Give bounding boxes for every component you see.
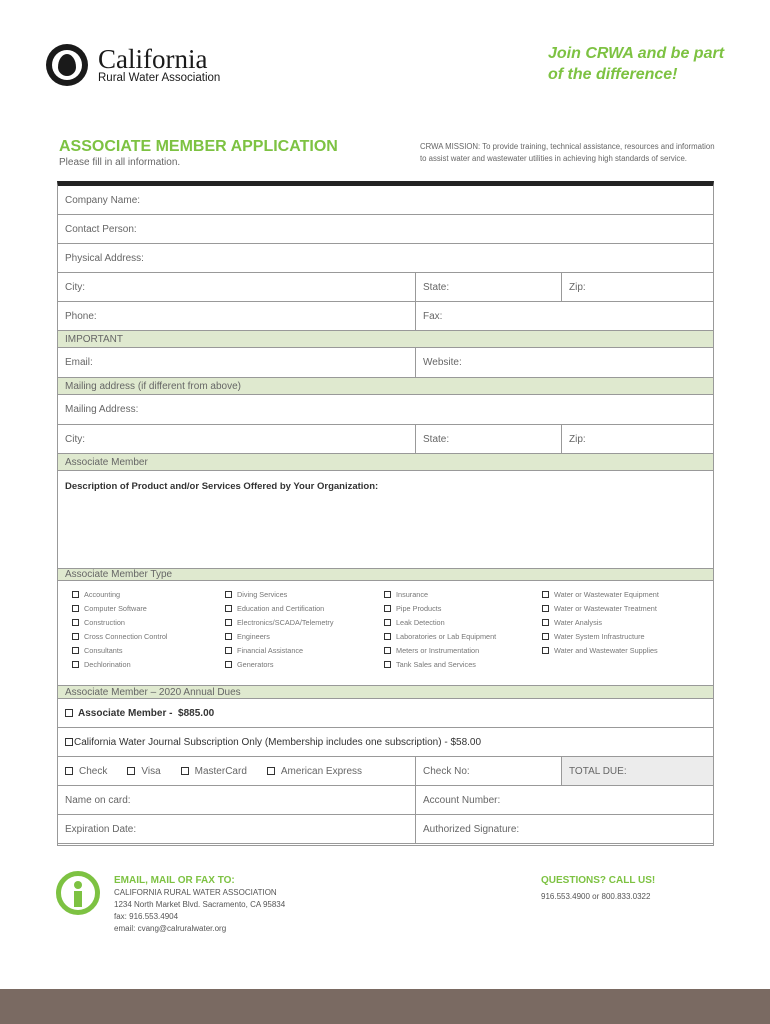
physical-address-field[interactable]: Physical Address: — [65, 252, 144, 264]
mailing-address-field[interactable]: Mailing Address: — [65, 404, 139, 415]
account-number-field[interactable]: Account Number: — [415, 786, 713, 814]
check-no-field[interactable]: Check No: — [415, 757, 561, 785]
type-column-1 — [72, 587, 168, 671]
checkbox-icon — [225, 591, 232, 598]
contact-address: 1234 North Market Blvd. Sacramento, CA 95834 — [114, 900, 286, 909]
phone-fax-row — [58, 302, 713, 331]
payment-row — [58, 757, 713, 786]
checkbox-icon — [384, 647, 391, 654]
associate-member-option[interactable]: Associate Member - $885.00 — [58, 699, 214, 727]
card-name-row — [58, 786, 713, 815]
page-subtitle: Please fill in all information. — [59, 157, 181, 168]
physical-address-row — [58, 244, 713, 273]
type-accounting[interactable]: Accounting — [72, 587, 168, 601]
mailing-city-row — [58, 425, 713, 454]
footer-bar — [0, 989, 770, 1024]
checkbox-icon — [542, 619, 549, 626]
checkbox-icon — [72, 619, 79, 626]
journal-subscription-row — [58, 728, 713, 757]
city-state-zip-row — [58, 273, 713, 302]
type-cross-connection[interactable]: Cross Connection Control — [72, 629, 168, 643]
name-on-card-field[interactable]: Name on card: — [65, 794, 131, 806]
checkbox-icon — [72, 647, 79, 654]
contact-details — [114, 887, 285, 935]
checkbox-icon — [225, 633, 232, 640]
pay-amex-option[interactable]: American Express — [267, 766, 362, 777]
questions-phones: 916.553.4900 or 800.833.0322 — [541, 892, 651, 901]
type-leak-detection[interactable]: Leak Detection — [384, 615, 496, 629]
type-construction[interactable]: Construction — [72, 615, 168, 629]
checkbox-icon — [65, 709, 73, 717]
type-computer-software[interactable]: Computer Software — [72, 601, 168, 615]
type-pipe-products[interactable]: Pipe Products — [384, 601, 496, 615]
type-insurance[interactable]: Insurance — [384, 587, 496, 601]
contact-email[interactable]: email: cvang@calruralwater.org — [114, 924, 227, 933]
type-water-treatment[interactable]: Water or Wastewater Treatment — [542, 601, 659, 615]
contact-heading: EMAIL, MAIL OR FAX TO: — [114, 875, 235, 886]
city-field[interactable]: City: — [65, 281, 85, 293]
checkbox-icon — [384, 619, 391, 626]
checkbox-icon — [225, 647, 232, 654]
type-water-equipment[interactable]: Water or Wastewater Equipment — [542, 587, 659, 601]
questions-heading: QUESTIONS? CALL US! — [541, 875, 656, 886]
pay-visa-option[interactable]: Visa — [127, 766, 160, 777]
state-field[interactable]: State: — [415, 273, 561, 301]
type-meters[interactable]: Meters or Instrumentation — [384, 643, 496, 657]
checkbox-icon — [384, 661, 391, 668]
description-area[interactable] — [58, 475, 713, 569]
mail-city-field[interactable]: City: — [65, 433, 85, 445]
type-water-analysis[interactable]: Water Analysis — [542, 615, 659, 629]
checkbox-icon — [72, 591, 79, 598]
company-name-field[interactable]: Company Name: — [65, 194, 141, 206]
expiration-row — [58, 815, 713, 844]
pay-check-option[interactable]: Check — [65, 766, 107, 777]
type-tank-sales[interactable]: Tank Sales and Services — [384, 657, 496, 671]
type-consultants[interactable]: Consultants — [72, 643, 168, 657]
logo-title: California — [98, 43, 208, 74]
checkbox-icon — [65, 738, 73, 746]
company-name-row — [58, 186, 713, 215]
type-education[interactable]: Education and Certification — [225, 601, 334, 615]
associate-member-dues-row — [58, 699, 713, 728]
checkbox-icon — [542, 605, 549, 612]
crwa-seal-icon — [46, 44, 88, 86]
tagline: Join CRWA and be part of the difference! — [548, 45, 725, 83]
payment-methods — [58, 757, 415, 785]
email-field[interactable]: Email: — [65, 357, 93, 368]
expiration-date-field[interactable]: Expiration Date: — [65, 823, 137, 835]
phone-field[interactable]: Phone: — [65, 310, 97, 322]
checkbox-icon — [72, 661, 79, 668]
website-field[interactable]: Website: — [415, 348, 713, 377]
type-water-supplies[interactable]: Water and Wastewater Supplies — [542, 643, 659, 657]
checkbox-icon — [72, 605, 79, 612]
member-type-band: Associate Member Type — [58, 569, 713, 581]
zip-field[interactable]: Zip: — [561, 273, 713, 301]
description-label: Description of Product and/or Services Offered by Your Organization: — [65, 481, 379, 492]
type-electronics[interactable]: Electronics/SCADA/Telemetry — [225, 615, 334, 629]
logo-subtitle: Rural Water Association — [98, 71, 221, 84]
important-band: IMPORTANT — [58, 331, 713, 348]
associate-member-band: Associate Member — [58, 454, 713, 471]
pay-mastercard-option[interactable]: MasterCard — [181, 766, 247, 777]
checkbox-icon — [72, 633, 79, 640]
contact-org: CALIFORNIA RURAL WATER ASSOCIATION — [114, 888, 277, 897]
type-dechlorination[interactable]: Dechlorination — [72, 657, 168, 671]
contact-person-field[interactable]: Contact Person: — [65, 223, 137, 235]
authorized-signature-field[interactable]: Authorized Signature: — [415, 815, 713, 843]
dues-band: Associate Member – 2020 Annual Dues — [58, 686, 713, 699]
checkbox-icon — [225, 619, 232, 626]
crwa-logo — [46, 44, 220, 86]
journal-subscription-option[interactable]: California Water Journal Subscription Only (Membership includes one subscription) - $58.00 — [58, 728, 481, 756]
mailing-band: Mailing address (if different from above) — [58, 378, 713, 395]
total-due-field[interactable]: TOTAL DUE: — [561, 757, 713, 785]
mail-state-field[interactable]: State: — [415, 425, 561, 453]
checkbox-icon — [542, 591, 549, 598]
application-form — [57, 181, 714, 846]
type-generators[interactable]: Generators — [225, 657, 334, 671]
checkbox-icon — [542, 633, 549, 640]
checkbox-icon — [225, 605, 232, 612]
type-laboratories[interactable]: Laboratories or Lab Equipment — [384, 629, 496, 643]
mission-statement: CRWA MISSION: To provide training, technical assistance, resources and information to assist water and wastewater utilities in achieving high standards of service. — [420, 142, 715, 163]
page-title: ASSOCIATE MEMBER APPLICATION — [59, 138, 338, 155]
email-website-row — [58, 348, 713, 378]
type-financial-assistance[interactable]: Financial Assistance — [225, 643, 334, 657]
member-type-list — [58, 581, 713, 686]
checkbox-icon — [542, 647, 549, 654]
checkbox-icon — [384, 591, 391, 598]
contact-fax: fax: 916.553.4904 — [114, 912, 179, 921]
checkbox-icon — [225, 661, 232, 668]
checkbox-icon — [384, 605, 391, 612]
type-column-3 — [384, 587, 496, 671]
type-engineers[interactable]: Engineers — [225, 629, 334, 643]
mail-zip-field[interactable]: Zip: — [561, 425, 713, 453]
type-column-2 — [225, 587, 334, 671]
checkbox-icon — [384, 633, 391, 640]
fax-field[interactable]: Fax: — [415, 302, 713, 330]
type-water-infrastructure[interactable]: Water System Infrastructure — [542, 629, 659, 643]
contact-person-row — [58, 215, 713, 244]
type-diving-services[interactable]: Diving Services — [225, 587, 334, 601]
info-icon — [56, 871, 100, 915]
mailing-address-row — [58, 395, 713, 425]
type-column-4 — [542, 587, 659, 657]
